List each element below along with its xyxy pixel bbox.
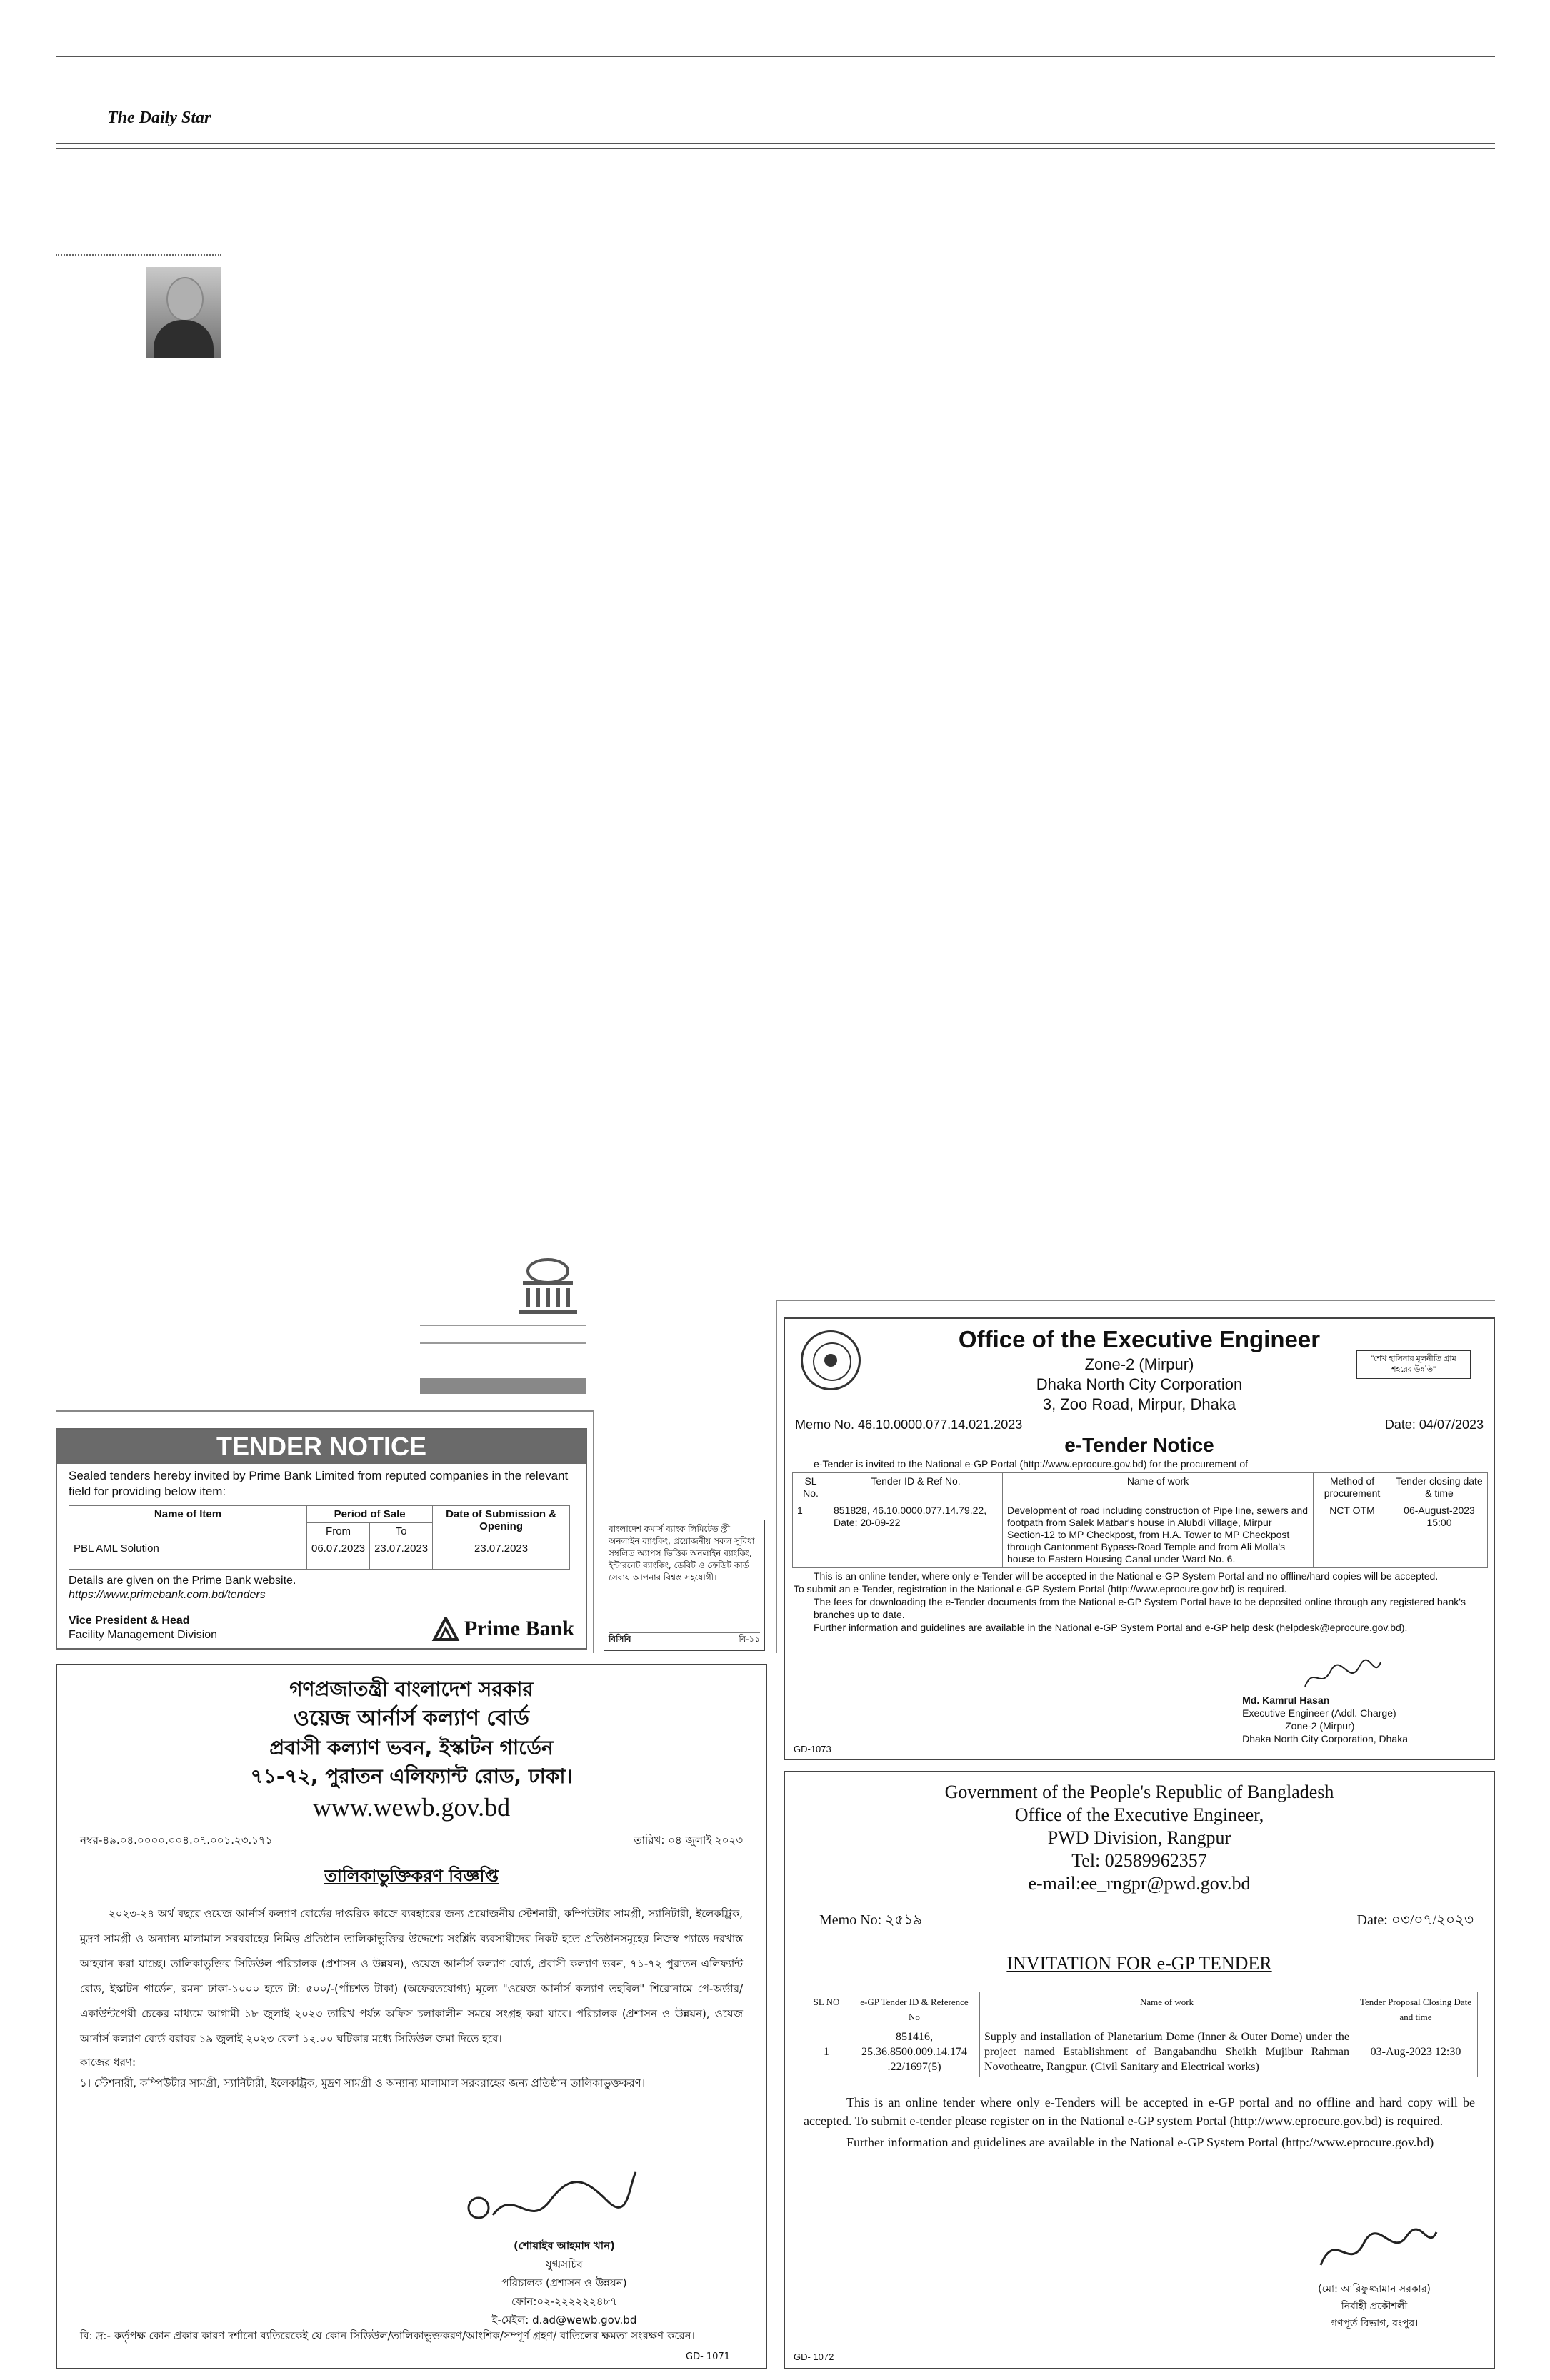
- dncc-note: To submit an e-Tender, registration in the National e-GP System Portal (http://www.eprocure.gov.bd) is required.: [794, 1583, 1287, 1595]
- pwd-date: Date: ০৩/০৭/২০২৩: [1356, 1912, 1474, 1928]
- prime-signatory-division: Facility Management Division: [69, 1629, 218, 1641]
- bkb-ad-text: বাংলাদেশ কমার্স ব্যাংক লিমিটেড স্ট্রী অনলাইন ব্যাংকিং, প্রয়োজনীয় সকল সুবিধা সম্বলিত অ্যাপস ভিত্তিক অনলাইন ব্যাংকিং, ইন্টারনেট ব্যাংকিং, ডেবিট ও ক্রেডিট কার্ড সেবায় আপনার বিশ্বস্ত সহযোগী।: [609, 1524, 755, 1582]
- prime-bank-logo-icon: [431, 1617, 460, 1641]
- pwd-signatory-title: নির্বাহী প্রকৌশলী: [1341, 2301, 1408, 2312]
- prime-tender-table: [69, 1505, 570, 1570]
- prime-tender-title: TENDER NOTICE: [57, 1430, 586, 1464]
- bkb-ad-code: বি-১১: [739, 1634, 760, 1644]
- pwd-email[interactable]: e-mail:ee_rngpr@pwd.gov.bd: [1028, 1873, 1251, 1894]
- pwd-gd-code: GD- 1072: [794, 2351, 834, 2362]
- wewb-heading: তালিকাভুক্তিকরণ বিজ্ঞপ্তি: [324, 1866, 499, 1886]
- dncc-note: The fees for downloading the e-Tender documents from the National e-GP System Portal have to be deposited online through any registered bank's branches up to date.: [814, 1596, 1466, 1620]
- dncc-note: Further information and guidelines are available in the National e-GP System Portal and e-GP help desk (helpdesk@eprocure.gov.bd).: [814, 1622, 1408, 1633]
- pwd-signatory-org: গণপূর্ত বিভাগ, রংপুর।: [1330, 2318, 1419, 2329]
- dncc-etender-notice: [784, 1317, 1495, 1760]
- wewb-signatory-title: যুগ্মসচিব: [546, 2258, 583, 2271]
- wewb-date: তারিখ: ০৪ জুলাই ২০২৩: [634, 1834, 743, 1847]
- wewb-road: ৭১-৭২, পুরাতন এলিফ্যান্ট রোড, ঢাকা।: [250, 1764, 573, 1788]
- dncc-signatory-zone: Zone-2 (Mirpur): [1285, 1720, 1355, 1732]
- pwd-memo: Memo No: ২৫১৯: [819, 1912, 923, 1928]
- dncc-signature: [1299, 1658, 1385, 1694]
- dncc-zone: Zone-2 (Mirpur): [1084, 1355, 1194, 1373]
- dncc-intro: e-Tender is invited to the National e-GP Portal (http://www.eprocure.gov.bd) for the procurement of: [814, 1458, 1249, 1470]
- author-photo: [146, 267, 221, 358]
- pwd-tender-table: SL NO e-GP Tender ID & Reference No Name of work Tender Proposal Closing Date and time 1 851416, 25.36.8500.009.14.174 .22/1697(5) Supply and installation of Planetarium Dome (Inner & Outer Dome) under the project named Establishment of Bangabandhu Sheikh Mujibur Rahman Novotheatre, Rangpur. (Civil Sanitary and Electrical works) 03-Aug-2023 12:30: [804, 1992, 1478, 2077]
- table-row: 1 851828, 46.10.0000.077.14.79.22, Date: 20-09-22 Development of road including construction of Pipe line, sewers and footpath from Salek Matbar's house in Alubdi Village, Mirpur Section-12 to MP Checkpost, from H.A. Tower to MP Checkpost through Cantonment Bypass-Road Temple and from Ali Molla's house to Eastern Housing Canal under Ward No. 6. NCT OTM 06-August-2023 15:00: [793, 1502, 1488, 1568]
- dncc-signatory-name: Md. Kamrul Hasan: [1242, 1694, 1330, 1706]
- wewb-phone: ফোন:০২-২২২২২২৪৮৭: [511, 2295, 618, 2308]
- dncc-tender-table: SL No. Tender ID & Ref No. Name of work Method of procurement Tender closing date & time 1 851828, 46.10.0000.077.14.79.22, Date: 20-09-22 Development of road including construction of Pipe line, sewers and footpath from Salek Matbar's house in Alubdi Village, Mirpur Section-12 to MP Checkpost, from H.A. Tower to MP Checkpost through Cantonment Bypass-Road Temple and from Ali Molla's house to Eastern Housing Canal under Ward No. 6. NCT OTM 06-August-2023 15:00: [792, 1472, 1488, 1568]
- pwd-tel: Tel: 02589962357: [1071, 1850, 1207, 1871]
- th-item: Name of Item: [69, 1506, 307, 1540]
- prime-bank-brand: Prime Bank: [464, 1617, 574, 1640]
- pwd-division: PWD Division, Rangpur: [1047, 1827, 1231, 1848]
- wewb-website[interactable]: www.wewb.gov.bd: [312, 1793, 511, 1822]
- wewb-work-item: ১। স্টেশনারী, কম্পিউটার সামগ্রী, স্যানিটারী, ইলেকট্রিক, মুদ্রণ সামগ্রী ও অন্যান্য মালামাল সরবরাহের জন্য প্রতিষ্ঠান তালিকাভুক্তকরণ।: [80, 2077, 646, 2089]
- dncc-slogan: "শেখ হাসিনার মূলনীতি গ্রাম শহরের উন্নতি": [1356, 1350, 1471, 1379]
- dncc-signatory-title: Executive Engineer (Addl. Charge): [1242, 1707, 1396, 1719]
- dncc-heading: e-Tender Notice: [1064, 1434, 1214, 1456]
- wewb-signatory-name: (শোয়াইব আহমাদ খান): [514, 2239, 615, 2252]
- table-row: 1 851416, 25.36.8500.009.14.174 .22/1697(5) Supply and installation of Planetarium Dome (Inner & Outer Dome) under the project named Establishment of Bangabandhu Sheikh Mujibur Rahman Novotheatre, Rangpur. (Civil Sanitary and Electrical works) 03-Aug-2023 12:30: [804, 2027, 1478, 2077]
- dncc-signatory-org: Dhaka North City Corporation, Dhaka: [1242, 1733, 1408, 1744]
- wewb-gov: গণপ্রজাতন্ত্রী বাংলাদেশ সরকার: [289, 1677, 534, 1701]
- dncc-memo: Memo No. 46.10.0000.077.14.021.2023: [795, 1417, 1023, 1432]
- institution-icon: [509, 1255, 587, 1320]
- pwd-signature: [1314, 2222, 1442, 2279]
- pwd-gov: Government of the People's Republic of Bangladesh: [944, 1782, 1334, 1802]
- bkb-ad-brand: বিসিবি: [609, 1634, 631, 1644]
- pwd-signatory-name: (মো: আরিফুজ্জামান সরকার): [1318, 2284, 1431, 2295]
- dncc-address: 3, Zoo Road, Mirpur, Dhaka: [1042, 1395, 1236, 1413]
- wewb-bhaban: প্রবাসী কল্যাণ ভবন, ইস্কাটন গার্ডেন: [269, 1736, 554, 1759]
- wewb-enlistment-notice: [56, 1664, 767, 2369]
- pwd-heading: INVITATION FOR e-GP TENDER: [1006, 1953, 1272, 1974]
- wewb-signature: [457, 2165, 643, 2236]
- wewb-body: ২০২৩-২৪ অর্থ বছরে ওয়েজ আর্নার্স কল্যাণ বোর্ডের দাপ্তরিক কাজে ব্যবহারের জন্য প্রয়োজনীয় স্টেশনারী, কম্পিউটার সামগ্রী, স্যানিটারী, ইলেকট্রিক, মুদ্রণ সামগ্রী ও অন্যান্য মালামাল সরবরাহের নিমিত্ত প্রতিষ্ঠান তালিকাভুক্তির উদ্দেশ্যে সংশ্লিষ্ট ব্যবসায়ীদের নিকট হতে প্রতিষ্ঠানসমূহের নিজস্ব প্যাডে দরখাস্ত আহবান করা যাচ্ছে। তালিকাভুক্তির সিডিউল পরিচালক (প্রশাসন ও উন্নয়ন), ওয়েজ আর্নার্স কল্যাণ বোর্ড, প্রবাসী কল্যাণ ভবন, ৭১-৭২ পুরাতন এলিফ্যান্ট রোড, ইস্কাটন গার্ডেন, রমনা ঢাকা-১০০০ হতে টা: ৫০০/-(পাঁচশত টাকা) (অফেরতযোগ্য) মূল্যে "ওয়েজ আর্নার্স কল্যাণ তহবিল" শিরোনামে পে-অর্ডার/একাউন্টপেয়ী চেকের মাধ্যমে আগামী ১৮ জুলাই ২০২৩ তারিখ পর্যন্ত অফিস চলাকালীন সময়ে সংগ্রহ করা যাবে। পরিচালক (প্রশাসন ও উন্নয়ন), ওয়েজ আর্নার্স কল্যাণ বোর্ড বরাবর ১৯ জুলাই ২০২৩ বেলা ১২.০০ ঘটিকার মধ্যে সিডিউল জমা দিতে হবে।: [80, 1907, 743, 2045]
- prime-tender-intro: Sealed tenders hereby invited by Prime Bank Limited from reputed companies in the relevant field for providing below item:: [69, 1469, 569, 1498]
- th-submission: Date of Submission & Opening: [433, 1506, 570, 1540]
- prime-tender-details: Details are given on the Prime Bank website.: [69, 1575, 296, 1587]
- wewb-board: ওয়েজ আর্নার্স কল্যাণ বোর্ড: [294, 1706, 529, 1731]
- pwd-note-2: Further information and guidelines are available in the National e-GP System Portal (http://www.eprocure.gov.bd): [846, 2135, 1434, 2149]
- pwd-note-1: This is an online tender where only e-Tenders will be accepted in e-GP portal and no offline and hard copy will be accepted. To submit e-tender please register on in the National e-GP system Portal (http://www.eprocure.gov.bd) is required.: [804, 2095, 1475, 2128]
- th-to: To: [370, 1523, 433, 1540]
- dncc-corporation: Dhaka North City Corporation: [1036, 1375, 1243, 1393]
- masthead-logo: The Daily Star: [107, 109, 211, 127]
- wewb-work-label: কাজের ধরণ:: [80, 2056, 136, 2069]
- wewb-email[interactable]: ই-মেইল: d.ad@wewb.gov.bd: [491, 2314, 637, 2326]
- wewb-footnote: বি: দ্র:- কর্তৃপক্ষ কোন প্রকার কারণ দর্শানো ব্যতিরেকেই যে কোন সিডিউল/তালিকাভুক্তকরণ/আংশিক/সম্পূর্ণ গ্রহণ/ বাতিলের ক্ষমতা সংরক্ষণ করেন।: [80, 2329, 695, 2342]
- prime-tender-notice: [56, 1428, 587, 1650]
- dncc-gd-code: GD-1073: [794, 1744, 831, 1754]
- wewb-signatory-role: পরিচালক (প্রশাসন ও উন্নয়ন): [501, 2276, 627, 2289]
- dncc-note: This is an online tender, where only e-Tender will be accepted in the National e-GP System Portal and no offline/hard copies will be accepted.: [814, 1570, 1439, 1582]
- prime-tender-url[interactable]: https://www.primebank.com.bd/tenders: [69, 1589, 266, 1601]
- wewb-gd-code: GD- 1071: [686, 2351, 730, 2362]
- pwd-egp-tender-notice: [784, 1771, 1495, 2369]
- wewb-memo: নম্বর-৪৯.০৪.০০০০.০০৪.০৭.০০১.২৩.১৭১: [80, 1834, 273, 1847]
- dncc-logo-icon: [801, 1330, 861, 1390]
- dncc-date: Date: 04/07/2023: [1384, 1417, 1484, 1432]
- dncc-office: Office of the Executive Engineer: [958, 1326, 1321, 1352]
- bkb-ad: [604, 1520, 765, 1651]
- table-row: PBL AML Solution 06.07.2023 23.07.2023 23.07.2023: [69, 1540, 570, 1570]
- prime-signatory-title: Vice President & Head: [69, 1615, 190, 1627]
- pwd-office: Office of the Executive Engineer,: [1014, 1804, 1264, 1825]
- th-from: From: [307, 1523, 370, 1540]
- th-period: Period of Sale: [307, 1506, 433, 1523]
